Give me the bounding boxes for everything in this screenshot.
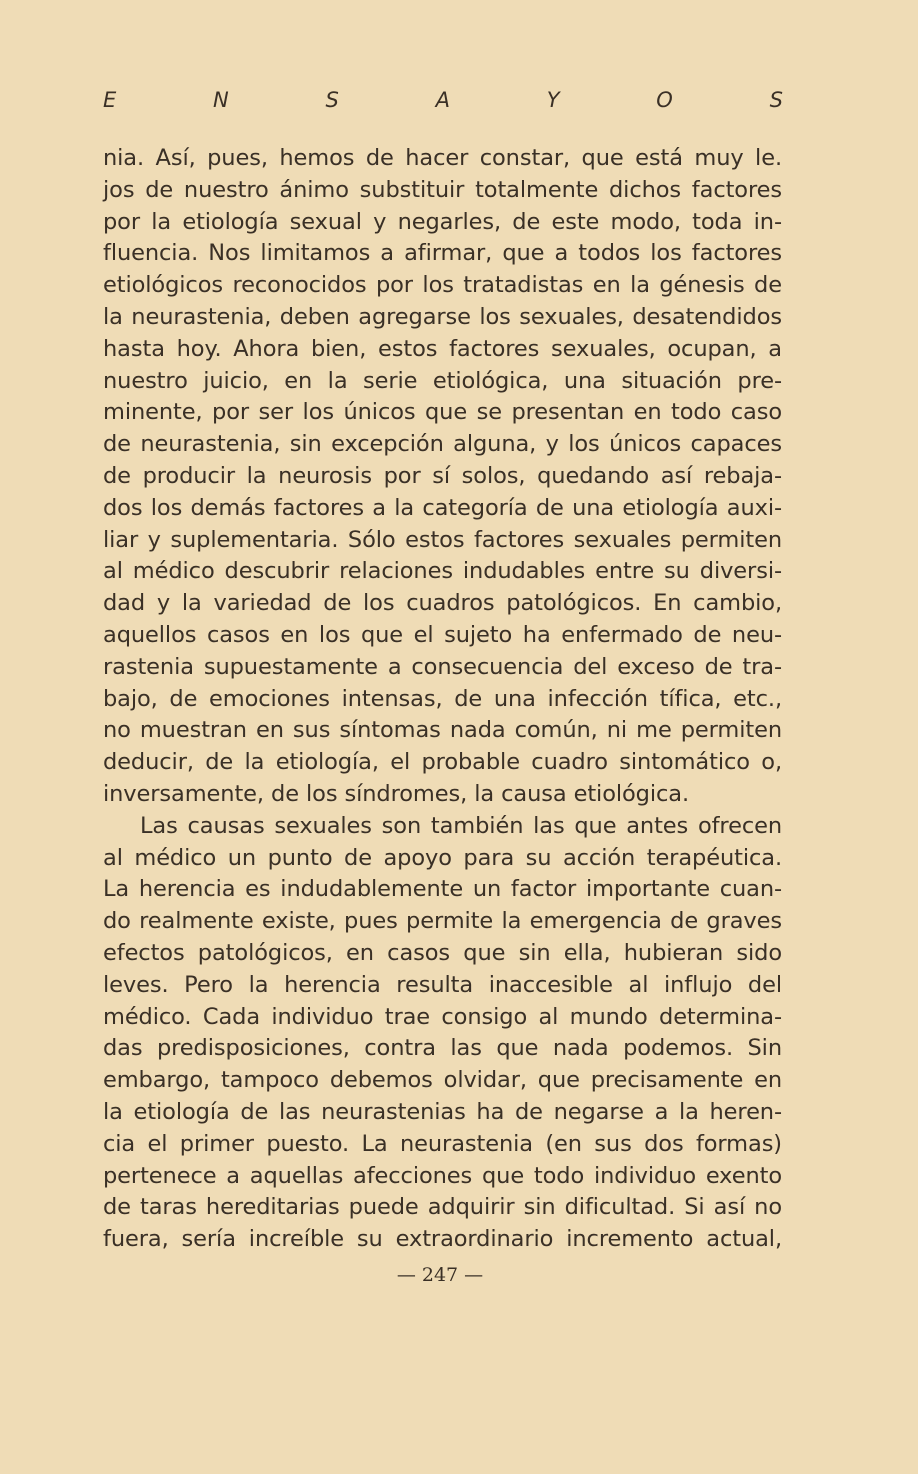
text-line: deducir, de la etiología, el probable cuadro sintomático o,: [103, 749, 782, 776]
text-line: pertenece a aquellas afecciones que todo individuo exento: [103, 1162, 782, 1189]
text-line: aquellos casos en los que el sujeto ha enfermado de neu-: [103, 621, 782, 648]
text-line: de neurastenia, sin excepción alguna, y los únicos capaces: [103, 431, 782, 458]
text-line: por la etiología sexual y negarles, de este modo, toda in-: [103, 208, 782, 235]
text-line: de taras hereditarias puede adquirir sin dificultad. Si así no: [103, 1194, 782, 1221]
text-line: liar y suplementaria. Sólo estos factores sexuales permiten: [103, 526, 782, 553]
text-line: al médico un punto de apoyo para su acción terapéutica.: [103, 844, 782, 871]
text-line: nia. Así, pues, hemos de hacer constar, que está muy le.: [103, 145, 782, 171]
running-header: [103, 88, 783, 112]
text-line: fuera, sería increíble su extraordinario incremento actual,: [103, 1226, 782, 1253]
text-line: bajo, de emociones intensas, de una infección tífica, etc.,: [103, 685, 782, 712]
text-line: dos los demás factores a la categoría de una etiología auxi-: [103, 494, 782, 521]
text-line: rastenia supuestamente a consecuencia del exceso de tra-: [103, 653, 782, 680]
text-line: cia el primer puesto. La neurastenia (en sus dos formas): [103, 1130, 782, 1157]
text-line: no muestran en sus síntomas nada común, ni me permiten: [103, 717, 782, 744]
text-line: al médico descubrir relaciones indudables entre su diversi-: [103, 558, 782, 585]
body-text: [103, 143, 782, 1256]
text-line: etiológicos reconocidos por los tratadistas en la génesis de: [103, 272, 782, 299]
header-letter: N: [213, 88, 229, 112]
text-line: nuestro juicio, en la serie etiológica, una situación pre-: [103, 367, 782, 394]
header-letter: E: [103, 88, 117, 112]
page-number: — 247 —: [396, 1264, 484, 1286]
text-line: embargo, tampoco debemos olvidar, que precisamente en: [103, 1067, 782, 1094]
text-line: do realmente existe, pues permite la emergencia de graves: [103, 908, 782, 935]
text-line: la neurastenia, deben agregarse los sexuales, desatendidos: [103, 303, 782, 330]
text-line: das predisposiciones, contra las que nada podemos. Sin: [103, 1035, 782, 1062]
text-line: fluencia. Nos limitamos a afirmar, que a todos los factores: [103, 240, 782, 267]
header-letter: A: [435, 88, 450, 112]
text-line: La herencia es indudablemente un factor importante cuan-: [103, 876, 782, 903]
header-letter: S: [325, 88, 339, 112]
text-line: efectos patológicos, en casos que sin ella, hubieran sido: [103, 939, 782, 966]
text-line: hasta hoy. Ahora bien, estos factores sexuales, ocupan, a: [103, 335, 782, 362]
text-line: inversamente, de los síndromes, la causa etiológica.: [103, 780, 690, 807]
text-line: Las causas sexuales son también las que antes ofrecen: [140, 812, 782, 839]
text-line: dad y la variedad de los cuadros patológicos. En cambio,: [103, 590, 782, 617]
text-line: leves. Pero la herencia resulta inaccesible al influjo del: [103, 971, 782, 998]
header-letter: O: [656, 88, 673, 112]
text-line: la etiología de las neurastenias ha de negarse a la heren-: [103, 1098, 782, 1125]
header-letter: Y: [546, 88, 560, 112]
text-line: jos de nuestro ánimo substituir totalmente dichos factores: [103, 176, 782, 203]
text-line: médico. Cada individuo trae consigo al mundo determina-: [103, 1003, 782, 1030]
text-line: minente, por ser los únicos que se presentan en todo caso: [103, 399, 782, 426]
text-line: de producir la neurosis por sí solos, quedando así rebaja-: [103, 462, 782, 489]
header-letter: S: [769, 88, 783, 112]
